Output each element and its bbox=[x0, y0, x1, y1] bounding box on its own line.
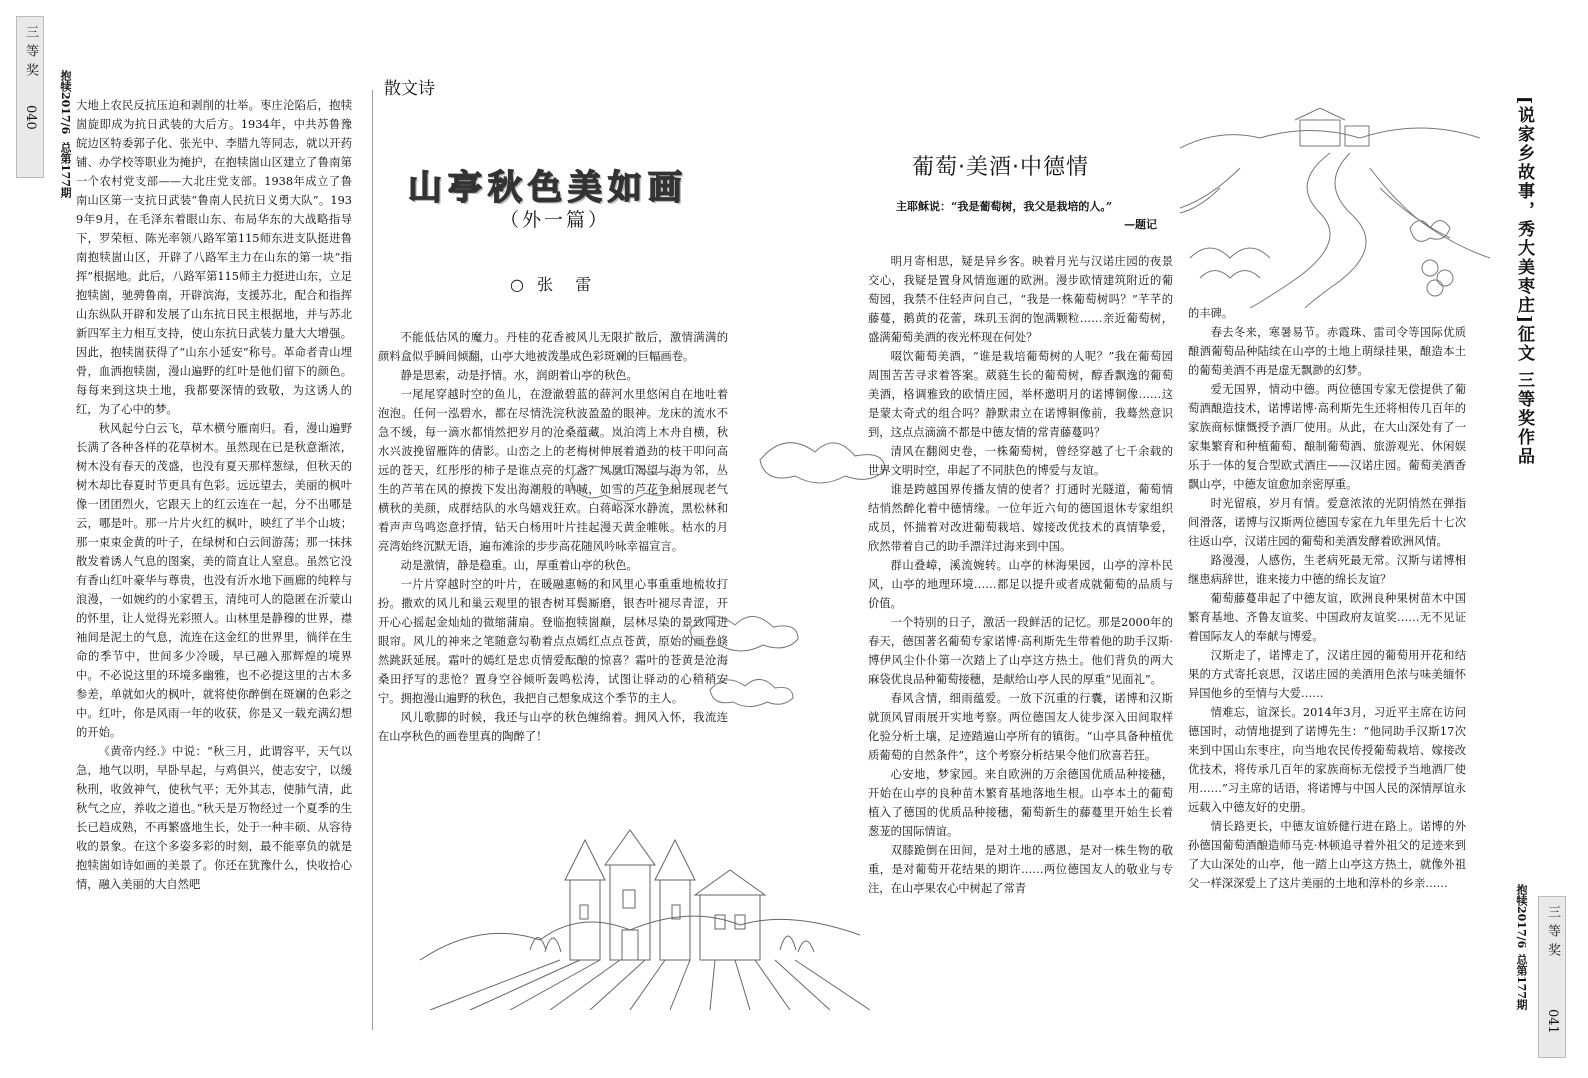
paragraph: 心安地，梦家园。来自欧洲的万余德国优质品种接穗，开始在山亭的良种苗木繁育基地落地生根。山亭本土的葡萄植入了德国的优质品种接穗，葡萄新生的藤蔓里开始生长着葱茏的国际情谊。 bbox=[868, 768, 1173, 838]
paragraph: 《黄帝内经.》中说：“秋三月，此谓容平，天气以急，地气以明，早卧早起，与鸡俱兴，使志安宁，以缓秋刑，收敛神气，使秋气平；无外其志，使肺气清，此秋气之应，养收之道也。”秋天是万物经过一个夏季的生长已趋成熟，不再繁盛地生长，处于一种丰硕、从容待收的景象。在这个多姿多彩的时刻，最不能辜负的就是抱犊崮如诗如画的美景了。你还在犹豫什么，快收拾心情，融入美丽的大自然吧 bbox=[76, 745, 352, 891]
paragraph: 汉斯走了，诺博走了，汉诺庄园的葡萄用开花和结果的方式寄托哀思，汉诺庄园的美酒用色浓与味美缅怀异国他乡的至情与大爱…… bbox=[1188, 649, 1466, 700]
poem2-title: 葡萄·美酒·中德情 bbox=[912, 155, 1089, 180]
poem1-author: ○ 张 雷 bbox=[510, 275, 596, 294]
column-1 bbox=[76, 96, 352, 894]
paragraph: 风儿歌脚的时候，我还与山亭的秋色缠绵着。拥风入怀，我流连在山亭秋色的画卷里真的陶醉了！ bbox=[378, 711, 728, 743]
right-award-text: 三等奖 bbox=[1545, 905, 1560, 962]
paragraph: 春去冬来，寒暑易节。赤霞珠、雷司令等国际优质酿酒葡萄品种陆续在山亭的土地上萌绿挂果，酿造本土的葡萄美酒不再是虚无飘渺的幻梦。 bbox=[1188, 326, 1466, 377]
landscape-illustration bbox=[1180, 108, 1490, 308]
paragraph: 爱无国界，情动中德。两位德国专家无偿提供了葡萄酒酿造技术，诺博诺博·高利斯先生还将相传几百年的家族商标慷慨授予酒厂使用。从此，在大山深处有了一家集繁育和种植葡萄、酿制葡萄酒、旅游观光、休闲娱乐于一体的复合型欧式酒庄——汉诺庄园。葡萄美酒香飘山亭，中德友谊愈加亲密厚重。 bbox=[1188, 383, 1466, 491]
contest-banner: [说家乡故事，秀大美枣庄]征文 三等奖作品 bbox=[1514, 96, 1534, 467]
paragraph: 清风在翻阅史卷，一株葡萄树，曾经穿越了七千余载的世界文明时空，串起了不同肤色的博爱与友谊。 bbox=[868, 445, 1173, 477]
paragraph: 情难忘，谊深长。2014年3月，习近平主席在访问德国时，动情地提到了诺博先生：“他同助手汉斯17次来到中国山东枣庄，向当地农民传授葡萄栽培、嫁接改优技术，将传承几百年的家族商标无偿授予当地酒厂使用……”习主席的话语，将诺博与中国人民的深情厚谊永远载入中德友好的史册。 bbox=[1188, 706, 1466, 814]
left-running-header-issue: 总第177期 bbox=[59, 142, 72, 198]
poem1-title: 山亭秋色美如画 bbox=[408, 168, 688, 208]
left-page-number: 040 bbox=[23, 105, 38, 130]
paragraph: 双膝跪倒在田间，是对土地的感恩，是对一株生物的敬重，是对葡萄开花结果的期许……两位德国友人的敬业与专注，在山亭果农心中树起了常青 bbox=[868, 844, 1173, 895]
poem2-epigraph: 主耶稣说：“我是葡萄树，我父是栽培的人。” bbox=[896, 200, 1113, 213]
poem2-epigraph-note: —题记 bbox=[1124, 218, 1157, 231]
paragraph: 明月寄相思，疑是异乡客。映着月光与汉诺庄园的夜景交心，我疑是置身风情迤逦的欧洲。漫步欧情建筑附近的葡萄园，我禁不住轻声问自己，“我是一株葡萄树吗？”芊芊的藤蔓，鹅黄的花蕾，珠玑玉润的饱满颗粒……亲近葡萄树，盛满葡萄美酒的夜光杯现在何处？ bbox=[868, 255, 1173, 344]
paragraph: 一片片穿越时空的叶片，在暖融惠畅的和风里心事重重地梳妆打扮。撒欢的风儿和巢云观里的银杏树耳鬓厮磨，银杏叶褪尽青涩，开开心心摇起金灿灿的微缩蒲扇。登临抱犊崮巅，层林尽染的景致闯进眼帘。风儿的神来之笔随意勾勒着点点嫣红点点苍黄，原始的画卷倏然跳跃延展。霜叶的嫣红是忠贞情爱酝酿的惊喜？霜叶的苍黄是沧海桑田抒写的悲怆？置身空谷倾听轰鸣松涛，试图让驿动的心稍稍安宁。拥抱漫山遍野的秋色，我把自己想象成这个季节的主人。 bbox=[378, 578, 728, 705]
column-3 bbox=[868, 252, 1173, 898]
right-award-tab bbox=[1538, 896, 1566, 1058]
right-running-header-issue: 总第177期 bbox=[1515, 954, 1528, 1010]
section-label: 散文诗 bbox=[384, 79, 435, 99]
poem1-subtitle: （外一篇） bbox=[500, 209, 611, 231]
paragraph: 静是思索，动是抒情。水，润朗着山亭的秋色。 bbox=[400, 369, 638, 382]
paragraph: 春风含情，细雨蕴爱。一放下沉重的行囊，诺博和汉斯就顶风冒雨展开实地考察。两位德国友人徒步深入田间取样化验分析土壤，足迹踏遍山亭所有的镇街。“山亭具备种植优质葡萄的自然条件”，这个考察分析结果令他们欣喜若狂。 bbox=[868, 692, 1173, 762]
paragraph: 一个特别的日子，激活一段鲜活的记忆。那是2000年的春天，德国著名葡萄专家诺博·高利斯先生带着他的助手汉斯·博伊风尘仆仆第一次踏上了山亭这方热土。他们背负的两大麻袋优良品种葡萄接穗，是献给山亭人民的厚重“见面礼”。 bbox=[868, 616, 1173, 686]
paragraph: 啜饮葡萄美酒，“谁是栽培葡萄树的人呢？”我在葡萄园周围苦苦寻求着答案。葳蕤生长的葡萄树，醇香飘逸的葡萄美酒，格调雅致的欧情庄园，举杯邀明月的诺博铜像……这是蒙太奇式的组合吗？静默肃立在诺博铜像前，我蓦然意识到，这点点滴滴不都是中德友情的常青藤蔓吗？ bbox=[868, 350, 1173, 439]
paragraph: 不能低估风的魔力。丹桂的花香被风儿无限扩散后，激情满满的颜料盒似乎瞬间倾翻，山亭大地被泼墨成色彩斑斓的巨幅画卷。 bbox=[378, 331, 728, 363]
paragraph: 时光留痕，岁月有情。爱意浓浓的光阴悄然在弹指间滑落，诺博与汉斯两位德国专家在九年里先后十七次往返山亭，汉诺庄园的葡萄和美酒发酵着欧洲风情。 bbox=[1188, 497, 1466, 548]
paragraph: 秋风起兮白云飞，草木横兮雁南归。看，漫山遍野长满了各种各样的花草树木。虽然现在已是秋意渐浓，树木没有春天的茂盛，也没有夏天那样葱绿，但秋天的树木却比春夏时节更具有色彩。远远望去，美丽的枫叶像一团团烈火，它跟天上的红云连在一起，分不出哪是云，哪是叶。那一片片火红的枫叶，映红了半个山坡；那一束束金黄的叶子，在绿树和白云间游荡；那一抹抹散发着诱人气息的图案，美的简直让人窒息。虽然它没有香山红叶豪华与尊贵，也没有沂水地下画廊的纯粹与浪漫，一如婉约的小家碧玉，清纯可人的隐匿在沂蒙山的怀里，让人觉得光彩照人。山林里是静穆的世界，襟袖间是泥土的气息，流连在这金红的世界里，徜徉在生命的季节中，世间多少冷暖，早已融入那辉煌的境界中。不必说这里的环境多幽雅，也不必提这里的古木多参差，单就如火的枫叶，就将使你醉倒在斑斓的色彩之中。红叶，你是风雨一年的收获，你是又一载充满幻想的开始。 bbox=[76, 422, 352, 739]
paragraph: 群山叠嶂，溪流婉转。山亭的林海果园，山亭的淳朴民风，山亭的地理环境……都足以提升或者成就葡萄的品质与价值。 bbox=[868, 559, 1173, 610]
paragraph: 一尾尾穿越时空的鱼儿，在澄澈碧蓝的薛河水里悠闲自在地吐着泡泡。任何一泓碧水，都在尽情洗浣秋波盈盈的眼神。龙床的流水不急不缓，每一滴水都悄然把岁月的沧桑蕴藏。岚泊湾上木舟自横，秋水兴波挽留雁阵的倩影。山峦之上的老梅树伸展着遒劲的枝干叩问高远的苍天，红彤彤的柿子是谁点亮的灯盏？凤凰山渴望与海为邻，丛生的芦苇在风的撩拨下发出海潮般的呐喊，如雪的芦花争相展现老气横秋的美颜，成群结队的水鸟嬉戏狂欢。白蒋峪深水静流，黑松林和着声声鸟鸣恣意抒情，钻天白杨用叶片挂起漫天黄金帷帐。枯水的月亮湾始终沉默无语，遍布滩涂的步步高花随风吟咏幸福宣言。 bbox=[378, 388, 728, 553]
castle-vineyard-illustration bbox=[410, 820, 880, 1010]
left-award-tab bbox=[16, 16, 44, 178]
column-divider bbox=[372, 90, 373, 1030]
paragraph: 路漫漫，人感伤，生老病死最无常。汉斯与诺博相继患病辞世，谁来接力中德的绵长友谊？ bbox=[1188, 554, 1466, 586]
paragraph: 葡萄藤蔓串起了中德友谊，欧洲良种果树苗木中国繁育基地、齐鲁友谊奖、中国政府友谊奖……无不见证着国际友人的奉献与博爱。 bbox=[1188, 592, 1466, 643]
paragraph: 的丰碑。 bbox=[1188, 307, 1234, 320]
paragraph: 动是激情，静是稳重。山，厚重着山亭的秋色。 bbox=[400, 559, 638, 572]
column-4 bbox=[1188, 304, 1466, 893]
left-award-text: 三等奖 bbox=[23, 25, 38, 82]
left-running-header-mag: 抱犊2017/6 bbox=[59, 70, 72, 135]
paragraph: 情长路更长，中德友谊娇健行进在路上。诺博的外孙德国葡萄酒酿造师马克·林顿追寻着外祖父的足迹来到了大山深处的山亭，他一踏上山亭这方热土，就像外祖父一样深深爱上了这片美丽的土地和淳朴的乡亲…… bbox=[1188, 820, 1466, 890]
right-running-header-mag: 抱犊2017/6 bbox=[1515, 884, 1528, 949]
paragraph: 大地上农民反抗压迫和剥削的壮举。枣庄沦陷后，抱犊崮旋即成为抗日武装的大后方。1934年，中共苏鲁豫皖边区特委郭子化、张光中、李腊九等同志，就以开药铺、办学校等职业为掩护，在抱犊崮山区建立了鲁南第一个农村党支部——大北庄党支部。1938年成立了鲁南山区第一支抗日武装“鲁南人民抗日义勇大队”。1939年9月，在毛泽东着眼山东、布局华东的大战略指导下，罗荣桓、陈光率领八路军第115师东进支队挺进鲁南抱犊崮山区，开辟了八路军主力在山东的第一块“指挥”根据地。此后，八路军第115师主力挺进山东，立足抱犊崮，驰骋鲁南，开辟滨海，支援苏北，配合和指挥山东纵队开辟和发展了山东抗日民主根据地，并与苏北新四军主力相互支持，使山东抗日武装力量大大增强。因此，抱犊崮获得了“山东小延安”称号。革命者青山埋骨，血洒抱犊崮，漫山遍野的红叶是他们留下的颜色。每每来到这块土地，我都要深情的致敬，为这诱人的红，为了心中的梦。 bbox=[76, 99, 352, 416]
right-page-number: 041 bbox=[1545, 1009, 1560, 1034]
paragraph: 谁是跨越国界传播友情的使者？打通时光隧道，葡萄情结悄然醉化着中德情缘。一位年近六旬的德国退休专家组织成员，怀揣着对改进葡萄栽培、嫁接改优技术的真情挚爱，欣然带着自己的助手漂洋过海来到中国。 bbox=[868, 483, 1173, 553]
